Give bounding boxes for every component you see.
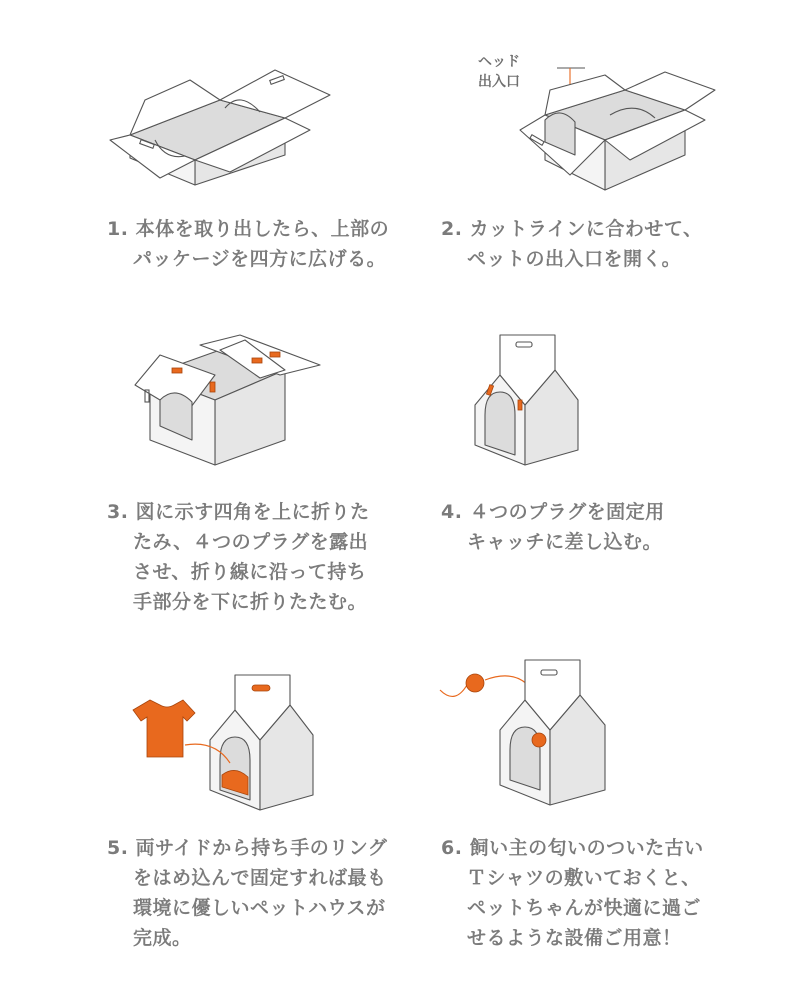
step-4-illustration <box>470 330 610 470</box>
step-number: 2. <box>441 218 463 240</box>
step-number: 5. <box>107 837 129 859</box>
step-line: をはめ込んで固定すれば最も <box>133 867 387 889</box>
step-line: 本体を取り出したら、上部の <box>135 218 390 240</box>
head-opening-label-line-1: ヘッド <box>478 54 520 70</box>
step-5-illustration <box>125 665 335 815</box>
step-3-text <box>107 497 370 617</box>
step-2-illustration <box>505 60 725 200</box>
step-line: 飼い主の匂いのついた古い <box>469 837 704 859</box>
step-line: 図に示す四角を上に折りた <box>135 501 370 523</box>
step-2-text <box>441 214 702 274</box>
step-line: カットラインに合わせて、 <box>469 218 703 240</box>
step-line: ４つのプラグを固定用 <box>469 501 665 523</box>
step-6-illustration <box>435 655 635 815</box>
step-line: たみ、４つのプラグを露出 <box>133 531 369 553</box>
step-4-text <box>441 497 665 557</box>
step-number: 6. <box>441 837 463 859</box>
step-6-text <box>441 833 704 953</box>
step-3-illustration <box>120 330 340 470</box>
step-line: Ｔシャツの敷いておくと、 <box>467 867 701 889</box>
step-1-illustration <box>110 60 340 200</box>
step-1-text <box>107 214 389 274</box>
t-shirt-icon <box>133 700 195 757</box>
step-line: ペットの出入口を開く。 <box>467 248 682 270</box>
step-line: ペットちゃんが快適に過ご <box>467 897 702 919</box>
step-line: 両サイドから持ち手のリング <box>135 837 388 859</box>
step-line: 手部分を下に折りたたむ。 <box>133 591 368 613</box>
step-line: せるような設備ご用意！ <box>467 927 682 949</box>
step-number: 3. <box>107 501 129 523</box>
step-line: 環境に優しいペットハウスが <box>133 897 386 919</box>
step-5-text <box>107 833 387 953</box>
ball-icon <box>466 674 484 692</box>
step-line: させ、折り線に沿って持ち <box>133 561 367 583</box>
head-opening-label-line-2: 出入口 <box>478 74 520 90</box>
step-number: 1. <box>107 218 129 240</box>
step-line: 完成。 <box>133 927 192 949</box>
step-line: キャッチに差し込む。 <box>467 531 663 553</box>
step-line: パッケージを四方に広げる。 <box>133 248 387 270</box>
step-number: 4. <box>441 501 463 523</box>
